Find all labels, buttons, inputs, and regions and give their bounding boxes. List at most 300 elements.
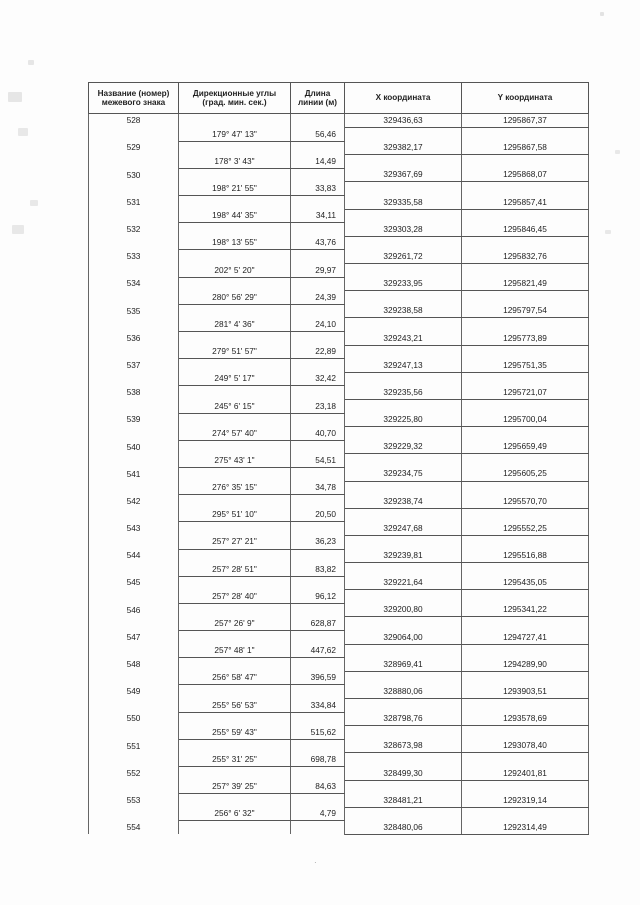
empty-cell	[89, 780, 179, 794]
empty-cell	[345, 345, 462, 359]
table-row-point	[89, 141, 589, 155]
table-row-point	[89, 603, 589, 617]
point-y: 1295797,54	[462, 304, 589, 318]
empty-cell	[345, 155, 462, 169]
table-row-segment	[89, 617, 589, 631]
table-row-segment	[89, 753, 589, 767]
point-name: 535	[89, 304, 179, 318]
table-row-segment	[89, 481, 589, 495]
empty-cell	[462, 155, 589, 169]
table-row-segment	[89, 535, 589, 549]
empty-cell	[345, 399, 462, 413]
header-name: Название (номер) межевого знака	[89, 83, 179, 114]
segment-angle: 280° 56' 29"	[179, 291, 291, 305]
point-name: 534	[89, 277, 179, 291]
point-name: 548	[89, 658, 179, 672]
point-y: 1295821,49	[462, 277, 589, 291]
point-x: 329247,13	[345, 359, 462, 373]
table-row-point	[89, 250, 589, 264]
empty-cell	[179, 141, 291, 155]
empty-cell	[462, 345, 589, 359]
empty-cell	[179, 603, 291, 617]
empty-cell	[291, 114, 345, 128]
empty-cell	[462, 427, 589, 441]
empty-cell	[462, 644, 589, 658]
empty-cell	[291, 277, 345, 291]
empty-cell	[462, 590, 589, 604]
point-name: 531	[89, 196, 179, 210]
empty-cell	[179, 114, 291, 128]
table-row-segment	[89, 264, 589, 278]
segment-length: 24,10	[291, 318, 345, 332]
point-name: 538	[89, 386, 179, 400]
segment-length: 36,23	[291, 535, 345, 549]
table-row-point	[89, 413, 589, 427]
point-name: 529	[89, 141, 179, 155]
table-row-segment	[89, 182, 589, 196]
segment-angle: 257° 28' 51"	[179, 563, 291, 577]
table-row-point	[89, 549, 589, 563]
empty-cell	[179, 631, 291, 645]
empty-cell	[89, 644, 179, 658]
empty-cell	[179, 685, 291, 699]
empty-cell	[291, 794, 345, 808]
empty-cell	[291, 332, 345, 346]
empty-cell	[345, 372, 462, 386]
empty-cell	[89, 264, 179, 278]
segment-angle: 256° 6' 32"	[179, 807, 291, 821]
segment-length: 698,78	[291, 753, 345, 767]
empty-cell	[462, 291, 589, 305]
empty-cell	[291, 549, 345, 563]
table-row-segment	[89, 508, 589, 522]
empty-cell	[291, 168, 345, 182]
point-name: 543	[89, 522, 179, 536]
table-row-point	[89, 712, 589, 726]
table-row-segment	[89, 807, 589, 821]
segment-angle: 257° 28' 40"	[179, 590, 291, 604]
header-angle: Дирекционные углы (град. мин. сек.)	[179, 83, 291, 114]
segment-length: 22,89	[291, 345, 345, 359]
empty-cell	[89, 399, 179, 413]
segment-angle: 198° 44' 35"	[179, 209, 291, 223]
empty-cell	[345, 644, 462, 658]
empty-cell	[462, 807, 589, 821]
table-row-segment	[89, 372, 589, 386]
empty-cell	[345, 590, 462, 604]
empty-cell	[291, 712, 345, 726]
empty-cell	[345, 780, 462, 794]
empty-cell	[89, 508, 179, 522]
point-y: 1295832,76	[462, 250, 589, 264]
empty-cell	[291, 658, 345, 672]
table-row-point	[89, 767, 589, 781]
point-name: 537	[89, 359, 179, 373]
point-y: 1295341,22	[462, 603, 589, 617]
empty-cell	[179, 549, 291, 563]
segment-length: 40,70	[291, 427, 345, 441]
table-row-point	[89, 440, 589, 454]
point-name: 530	[89, 168, 179, 182]
empty-cell	[89, 454, 179, 468]
empty-cell	[89, 563, 179, 577]
point-x: 329436,63	[345, 114, 462, 128]
table-row-point	[89, 332, 589, 346]
empty-cell	[462, 372, 589, 386]
empty-cell	[89, 128, 179, 142]
segment-angle: 256° 58' 47"	[179, 671, 291, 685]
segment-angle: 279° 51' 57"	[179, 345, 291, 359]
point-x: 328480,06	[345, 821, 462, 835]
segment-angle: 202° 5' 20"	[179, 264, 291, 278]
empty-cell	[345, 671, 462, 685]
point-y: 1295751,35	[462, 359, 589, 373]
point-name: 552	[89, 767, 179, 781]
empty-cell	[291, 386, 345, 400]
empty-cell	[89, 671, 179, 685]
segment-length: 34,78	[291, 481, 345, 495]
empty-cell	[179, 767, 291, 781]
table-row-point	[89, 386, 589, 400]
empty-cell	[291, 413, 345, 427]
table-row-segment	[89, 318, 589, 332]
point-name: 540	[89, 440, 179, 454]
empty-cell	[462, 508, 589, 522]
empty-cell	[89, 155, 179, 169]
empty-cell	[179, 386, 291, 400]
empty-cell	[89, 372, 179, 386]
point-name: 549	[89, 685, 179, 699]
point-x: 328880,06	[345, 685, 462, 699]
segment-angle: 178° 3' 43"	[179, 155, 291, 169]
point-x: 329200,80	[345, 603, 462, 617]
empty-cell	[462, 617, 589, 631]
empty-cell	[179, 576, 291, 590]
table-row-segment	[89, 590, 589, 604]
point-x: 329303,28	[345, 223, 462, 237]
point-y: 1295773,89	[462, 332, 589, 346]
empty-cell	[89, 481, 179, 495]
point-y: 1295435,05	[462, 576, 589, 590]
point-name: 550	[89, 712, 179, 726]
empty-cell	[291, 440, 345, 454]
empty-cell	[462, 318, 589, 332]
empty-cell	[291, 223, 345, 237]
empty-cell	[89, 236, 179, 250]
empty-cell	[345, 535, 462, 549]
empty-cell	[345, 617, 462, 631]
empty-cell	[89, 182, 179, 196]
empty-cell	[345, 318, 462, 332]
empty-cell	[462, 481, 589, 495]
point-name: 551	[89, 739, 179, 753]
empty-cell	[89, 807, 179, 821]
point-x: 329064,00	[345, 631, 462, 645]
segment-angle: 257° 27' 21"	[179, 535, 291, 549]
header-length: Длина линии (м)	[291, 83, 345, 114]
empty-cell	[291, 359, 345, 373]
point-y: 1295721,07	[462, 386, 589, 400]
boundary-marks-table	[88, 82, 589, 835]
table-row-point	[89, 794, 589, 808]
empty-cell	[291, 603, 345, 617]
point-x: 328499,30	[345, 767, 462, 781]
empty-cell	[345, 236, 462, 250]
empty-cell	[462, 454, 589, 468]
table-row-segment	[89, 128, 589, 142]
empty-cell	[345, 807, 462, 821]
point-name: 536	[89, 332, 179, 346]
segment-angle: 274° 57' 40"	[179, 427, 291, 441]
point-y: 1295846,45	[462, 223, 589, 237]
point-y: 1295552,25	[462, 522, 589, 536]
point-x: 329243,21	[345, 332, 462, 346]
point-y: 1292319,14	[462, 794, 589, 808]
empty-cell	[462, 209, 589, 223]
empty-cell	[179, 223, 291, 237]
empty-cell	[179, 495, 291, 509]
table-row-segment	[89, 209, 589, 223]
segment-length: 334,84	[291, 699, 345, 713]
point-x: 329247,68	[345, 522, 462, 536]
header-x: X координата	[345, 83, 462, 114]
segment-angle: 198° 21' 55"	[179, 182, 291, 196]
empty-cell	[291, 631, 345, 645]
empty-cell	[462, 182, 589, 196]
empty-cell	[345, 427, 462, 441]
empty-cell	[89, 318, 179, 332]
empty-cell	[179, 794, 291, 808]
empty-cell	[345, 454, 462, 468]
empty-cell	[291, 821, 345, 835]
segment-length: 96,12	[291, 590, 345, 604]
segment-angle: 257° 39' 25"	[179, 780, 291, 794]
segment-length: 447,62	[291, 644, 345, 658]
table-body	[89, 114, 589, 835]
point-x: 329239,81	[345, 549, 462, 563]
point-name: 539	[89, 413, 179, 427]
table-row-point	[89, 522, 589, 536]
empty-cell	[291, 576, 345, 590]
empty-cell	[89, 427, 179, 441]
segment-length: 54,51	[291, 454, 345, 468]
point-name: 545	[89, 576, 179, 590]
point-x: 328481,21	[345, 794, 462, 808]
point-y: 1293903,51	[462, 685, 589, 699]
empty-cell	[345, 753, 462, 767]
segment-angle: 257° 26' 9"	[179, 617, 291, 631]
point-name: 544	[89, 549, 179, 563]
segment-angle: 255° 31' 25"	[179, 753, 291, 767]
segment-length: 56,46	[291, 128, 345, 142]
empty-cell	[462, 699, 589, 713]
empty-cell	[179, 359, 291, 373]
empty-cell	[462, 753, 589, 767]
table-row-point	[89, 495, 589, 509]
point-name: 547	[89, 631, 179, 645]
table-row-point	[89, 576, 589, 590]
table-row-segment	[89, 644, 589, 658]
point-y: 1292401,81	[462, 767, 589, 781]
empty-cell	[291, 495, 345, 509]
segment-angle: 245° 6' 15"	[179, 399, 291, 413]
empty-cell	[291, 685, 345, 699]
point-y: 1295868,07	[462, 168, 589, 182]
point-name: 541	[89, 467, 179, 481]
point-name: 553	[89, 794, 179, 808]
point-x: 329238,58	[345, 304, 462, 318]
table-row-segment	[89, 563, 589, 577]
point-x: 329238,74	[345, 495, 462, 509]
point-x: 329229,32	[345, 440, 462, 454]
empty-cell	[291, 304, 345, 318]
empty-cell	[89, 753, 179, 767]
empty-cell	[345, 508, 462, 522]
point-x: 328798,76	[345, 712, 462, 726]
table-row-segment	[89, 345, 589, 359]
point-y: 1294289,90	[462, 658, 589, 672]
point-name: 542	[89, 495, 179, 509]
table-row-segment	[89, 699, 589, 713]
point-x: 329382,17	[345, 141, 462, 155]
point-y: 1295659,49	[462, 440, 589, 454]
scan-mark: ·	[314, 858, 317, 867]
point-x: 328969,41	[345, 658, 462, 672]
segment-length: 33,83	[291, 182, 345, 196]
segment-angle: 179° 47' 13"	[179, 128, 291, 142]
empty-cell	[179, 522, 291, 536]
empty-cell	[179, 250, 291, 264]
empty-cell	[291, 739, 345, 753]
segment-length: 515,62	[291, 726, 345, 740]
empty-cell	[179, 168, 291, 182]
empty-cell	[291, 250, 345, 264]
segment-length: 628,87	[291, 617, 345, 631]
boundary-marks-table-container	[88, 82, 588, 835]
point-y: 1295867,37	[462, 114, 589, 128]
table-row-point	[89, 821, 589, 835]
point-name: 532	[89, 223, 179, 237]
segment-length: 84,63	[291, 780, 345, 794]
empty-cell	[89, 726, 179, 740]
point-x: 328673,98	[345, 739, 462, 753]
point-y: 1293078,40	[462, 739, 589, 753]
empty-cell	[179, 277, 291, 291]
point-y: 1295516,88	[462, 549, 589, 563]
segment-length: 34,11	[291, 209, 345, 223]
point-y: 1295857,41	[462, 196, 589, 210]
point-name: 533	[89, 250, 179, 264]
segment-angle: 255° 56' 53"	[179, 699, 291, 713]
segment-length: 4,79	[291, 807, 345, 821]
segment-length: 43,76	[291, 236, 345, 250]
point-name: 554	[89, 821, 179, 835]
empty-cell	[179, 196, 291, 210]
segment-length: 14,49	[291, 155, 345, 169]
table-row-segment	[89, 780, 589, 794]
empty-cell	[462, 563, 589, 577]
point-x: 329234,75	[345, 467, 462, 481]
empty-cell	[462, 399, 589, 413]
empty-cell	[345, 563, 462, 577]
segment-angle: 255° 59' 43"	[179, 726, 291, 740]
point-x: 329367,69	[345, 168, 462, 182]
empty-cell	[291, 467, 345, 481]
point-x: 329225,80	[345, 413, 462, 427]
table-row-point	[89, 658, 589, 672]
table-row-segment	[89, 236, 589, 250]
empty-cell	[89, 699, 179, 713]
segment-length: 83,82	[291, 563, 345, 577]
table-row-point	[89, 739, 589, 753]
empty-cell	[345, 699, 462, 713]
empty-cell	[89, 345, 179, 359]
empty-cell	[462, 726, 589, 740]
empty-cell	[179, 332, 291, 346]
empty-cell	[345, 291, 462, 305]
empty-cell	[345, 182, 462, 196]
segment-angle: 276° 35' 15"	[179, 481, 291, 495]
empty-cell	[462, 264, 589, 278]
table-row-segment	[89, 427, 589, 441]
empty-cell	[89, 209, 179, 223]
table-row-point	[89, 114, 589, 128]
empty-cell	[291, 522, 345, 536]
empty-cell	[462, 535, 589, 549]
table-row-point	[89, 277, 589, 291]
empty-cell	[179, 413, 291, 427]
segment-angle: 198° 13' 55"	[179, 236, 291, 250]
table-row-point	[89, 223, 589, 237]
segment-length: 32,42	[291, 372, 345, 386]
table-row-segment	[89, 726, 589, 740]
segment-angle: 275° 43' 1"	[179, 454, 291, 468]
empty-cell	[89, 535, 179, 549]
point-name: 528	[89, 114, 179, 128]
empty-cell	[179, 440, 291, 454]
segment-length: 396,59	[291, 671, 345, 685]
empty-cell	[462, 128, 589, 142]
empty-cell	[345, 209, 462, 223]
empty-cell	[291, 141, 345, 155]
empty-cell	[462, 780, 589, 794]
empty-cell	[345, 481, 462, 495]
table-row-point	[89, 168, 589, 182]
point-name: 546	[89, 603, 179, 617]
segment-length: 29,97	[291, 264, 345, 278]
table-row-point	[89, 304, 589, 318]
empty-cell	[179, 821, 291, 835]
point-x: 329221,64	[345, 576, 462, 590]
empty-cell	[345, 726, 462, 740]
empty-cell	[89, 617, 179, 631]
empty-cell	[462, 236, 589, 250]
point-y: 1293578,69	[462, 712, 589, 726]
empty-cell	[179, 739, 291, 753]
segment-angle: 249° 5' 17"	[179, 372, 291, 386]
segment-length: 23,18	[291, 399, 345, 413]
empty-cell	[89, 590, 179, 604]
table-row-segment	[89, 454, 589, 468]
segment-angle: 257° 48' 1"	[179, 644, 291, 658]
segment-length: 24,39	[291, 291, 345, 305]
table-row-segment	[89, 155, 589, 169]
empty-cell	[462, 671, 589, 685]
empty-cell	[291, 196, 345, 210]
segment-angle: 295° 51' 10"	[179, 508, 291, 522]
point-x: 329233,95	[345, 277, 462, 291]
point-x: 329335,58	[345, 196, 462, 210]
